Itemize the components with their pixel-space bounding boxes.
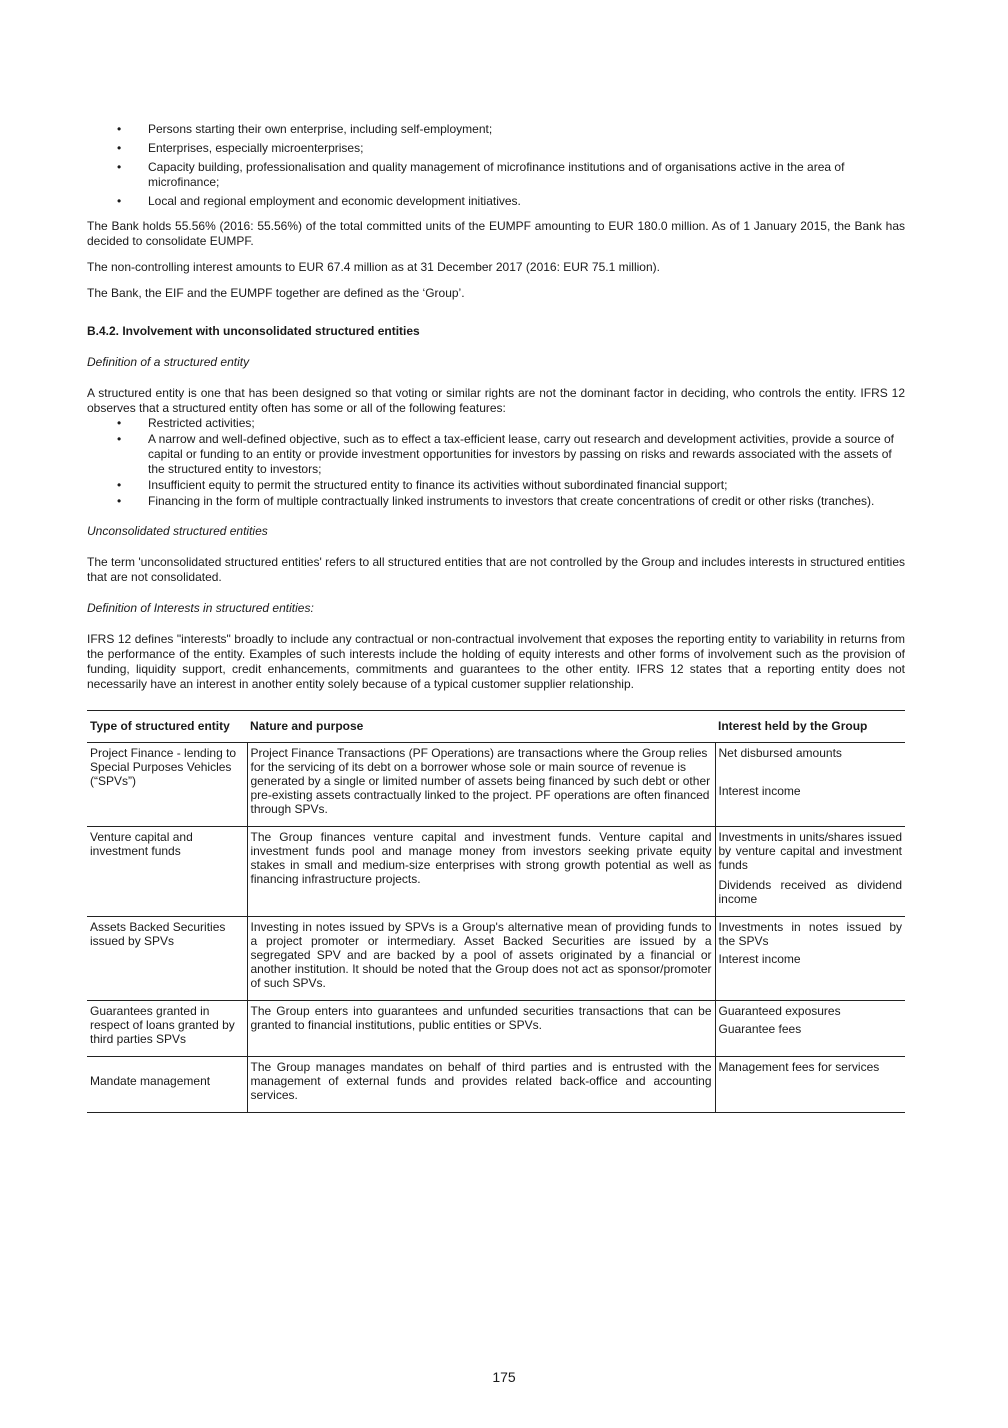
interest-item: Management fees for services: [718, 1060, 880, 1074]
interest-item: Guarantee fees: [718, 1022, 802, 1036]
column-header-interest: Interest held by the Group: [715, 711, 905, 743]
entity-type-cell: Project Finance - lending to Special Purposes Vehicles (“SPVs”): [87, 743, 247, 827]
interest-cell: [715, 1057, 905, 1113]
list-item: • Local and regional employment and economic development initiatives.: [87, 194, 905, 209]
nature-cell: The Group enters into guarantees and unfunded securities transactions that can be granted to financial institutions, public entities or SPVs.: [247, 1001, 715, 1057]
list-item: • Capacity building, professionalisation and quality management of microfinance institutions and of organisations active in the area of microfinance;: [87, 160, 905, 190]
unconsolidated-paragraph: The term 'unconsolidated structured entities' refers to all structured entities that are not controlled by the Group and includes interests in structured entities that are not consolidated.: [87, 555, 905, 584]
interest-cell: [715, 917, 905, 1001]
section-heading: B.4.2. Involvement with unconsolidated structured entities: [87, 324, 420, 338]
group-definition-paragraph: The Bank, the EIF and the EUMPF together are defined as the ‘Group’.: [87, 286, 465, 300]
page-number: 175: [492, 1369, 516, 1385]
structured-entity-definition-paragraph: A structured entity is one that has been designed so that voting or similar rights are not the dominant factor in deciding, who controls the entity. IFRS 12 observes that a structured entity often has some or all of the following features:: [87, 386, 905, 415]
column-header-nature: Nature and purpose: [247, 711, 715, 743]
interests-definition-paragraph: IFRS 12 defines "interests" broadly to include any contractual or non-contractual involvement that exposes the reporting entity to variability in returns from the performance of the entity. Examples of such interests include the holding of equity interests and other forms of involvement such as the provision of funding, liquidity support, credit enhancements, commitments and guarantees to the other entity. IFRS 12 states that a reporting entity does not necessarily have an interest in another entity solely because of a typical customer supplier relationship.: [87, 632, 905, 691]
entity-type-cell: Venture capital and investment funds: [87, 827, 247, 917]
entity-type-cell: Assets Backed Securities issued by SPVs: [87, 917, 247, 1001]
interest-item: Dividends received as dividend income: [718, 878, 902, 906]
non-controlling-interest-paragraph: The non-controlling interest amounts to EUR 67.4 million as at 31 December 2017 (2016: EUR 75.1 million).: [87, 260, 660, 274]
entity-type-cell: Guarantees granted in respect of loans granted by third parties SPVs: [87, 1001, 247, 1057]
interest-item: Guaranteed exposures: [718, 1004, 841, 1018]
interest-item: Net disbursed amounts: [718, 746, 842, 760]
table-row: [87, 1001, 905, 1057]
interest-cell: [715, 827, 905, 917]
interests-definition-heading: Definition of Interests in structured entities:: [87, 601, 314, 615]
list-item: • Enterprises, especially microenterprises;: [87, 141, 905, 156]
list-item: • A narrow and well-defined objective, such as to effect a tax-efficient lease, carry out research and development activities, provide a source of capital or funding to an entity or provide investment opportunities for investors by passing on risks and rewards associated with the assets of the structured entity to investors;: [87, 432, 905, 477]
table-row: [87, 827, 905, 917]
list-item: • Persons starting their own enterprise, including self-employment;: [87, 122, 905, 137]
interest-cell: [715, 1001, 905, 1057]
structured-entity-definition-heading: Definition of a structured entity: [87, 355, 250, 369]
table-row: [87, 917, 905, 1001]
list-item: • Financing in the form of multiple contractually linked instruments to investors that create concentrations of credit or other risks (tranches).: [87, 494, 905, 509]
document-page: [87, 122, 905, 1113]
nature-cell: The Group manages mandates on behalf of third parties and is entrusted with the management of external funds and provides related back-office and accounting services.: [247, 1057, 715, 1113]
entity-type-cell: Mandate management: [87, 1057, 247, 1113]
nature-cell: Investing in notes issued by SPVs is a Group's alternative mean of providing funds to a project promoter or intermediary. Asset Backed Securities are issued by a segregated SPV and are backed by a pool of assets originated by a financial or another institution. It should be noted that the Group does not act as sponsor/promoter of such SPVs.: [247, 917, 715, 1001]
column-header-type: Type of structured entity: [87, 711, 247, 743]
table-header-row: [87, 711, 905, 743]
interest-item: Interest income: [718, 952, 801, 966]
bank-holding-paragraph: The Bank holds 55.56% (2016: 55.56%) of the total committed units of the EUMPF amounting to EUR 180.0 million. As of 1 January 2015, the Bank has decided to consolidate EUMPF.: [87, 219, 905, 248]
structured-entities-table: [87, 710, 905, 1113]
structured-entity-features-list: [87, 416, 905, 509]
interest-item: Interest income: [718, 784, 801, 798]
list-item: • Restricted activities;: [87, 416, 905, 431]
interest-cell: [715, 743, 905, 827]
list-item: • Insufficient equity to permit the structured entity to finance its activities without subordinated financial support;: [87, 478, 905, 493]
interest-item: Investments in notes issued by the SPVs: [718, 920, 902, 948]
nature-cell: The Group finances venture capital and investment funds. Venture capital and investment funds pool and manage money from investors seeking private equity stakes in small and medium-size enterprises with strong growth potential as well as financing infrastructure projects.: [247, 827, 715, 917]
table-row: [87, 743, 905, 827]
nature-cell: Project Finance Transactions (PF Operations) are transactions where the Group relies for the servicing of its debt on a borrower whose sole or main source of revenue is generated by a single or limited number of assets being financed by such debt or other pre-existing assets contractually linked to the project. PF operations are often financed through SPVs.: [247, 743, 715, 827]
table-row: [87, 1057, 905, 1113]
eligible-areas-list: [87, 122, 905, 209]
unconsolidated-heading: Unconsolidated structured entities: [87, 524, 268, 538]
interest-item: Investments in units/shares issued by venture capital and investment funds: [718, 830, 902, 872]
